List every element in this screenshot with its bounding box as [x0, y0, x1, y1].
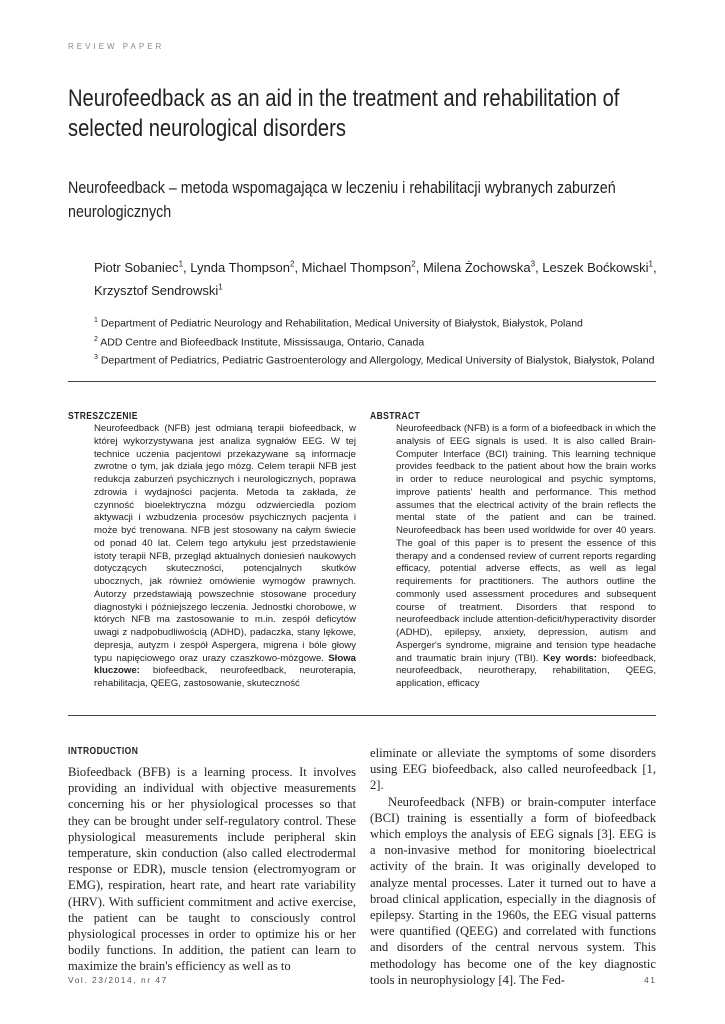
streszczenie-body: Neurofeedback (NFB) jest odmianą terapii biofeedback, w której wykorzystywana jest analiza sygnałów EEG. W tej technice uczenia pacjentowi przekazywane są informacje zwrotne o tym, jak działa jego mózg. Celem terapii NFB jest redukcja zaburzeń psychicznych i neurologicznych, poprawa zdrowia i wydajności pacjenta. Metoda ta zakłada, że czynność bioelektryczna mózgu odzwierciedla poziom aktywacji i wzbudzenia procesów psychicznych pacjenta i może być trenowana. NFB jest stosowany na całym świecie od ponad 40 lat. Celem tego artykułu jest przedstawienie istoty terapii NFB, przegląd aktualnych doniesień naukowych dotyczących skuteczności, potencjalnych skutków ubocznych, jak również omówienie wymogów prawnych. Autorzy przedstawiają powszechnie stosowane procedury diagnostyki i późniejszego leczenia. Jednostki chorobowe, w których NFB ma zastosowanie to m.in. zespół deficytów uwagi z nadpobudliwością (ADHD), padaczka, stany lękowe, depresja, autyzm i zespół Aspergera, migrena i bóle głowy typu napięciowego oraz urazy czaszkowo-mózgowe. Słowa kluczowe: biofeedback, neurofeedback, neuroterapia, rehabilitacja, QEEG, zastosowanie, skuteczność	[94, 423, 356, 689]
affiliation: $^3$ Department of Pediatrics, Pediatric Gastroenterology and Allergology, Medical University of Bialystok, Białystok, Poland	[94, 354, 655, 367]
keywords-en: biofeedback, neurofeedback, neurotherapy, rehabilitation, QEEG, application, efficacy	[396, 652, 657, 689]
author: Krzysztof Sendrowski$^1$	[94, 282, 223, 298]
intro-paragraph: Neurofeedback (NFB) or brain-computer interface (BCI) training is essentially a form of biofeedback which employs the analysis of EEG signals [3]. EEG is a non-invasive method for monitoring bioelectrical activity of the brain. It was originally developed to analyze mental processes. Later it turned out to have a broad clinical application, especially in the diagnosis of epilepsy. Starting in the 1960s, the EEG visual patterns were quantified (QEEG) and correlated with functions and disorders of the central nervous system. This methodology has become one of the key diagnostic tools in neurophysiology [4]. The Fed-	[370, 794, 656, 987]
abstract-heading: ABSTRACT	[370, 411, 421, 422]
author: Leszek Boćkowski$^1$,	[542, 260, 657, 276]
intro-paragraph: Biofeedback (BFB) is a learning process. It involves providing an individual with objective measurements concerning his or her physiological processes so that they can be brought under self-regulatory control. These physiological measurements include peripheral skin temperature, skin conduction (also called electrodermal response or EDR), muscle tension (electromyogram or EMG), respiration, heart rate, and heart rate variability (HRV). With sufficient commitment and active exercise, the patient can be taught to consciously control physiological processes in order to optimize his or her bodily functions. In addition, the patient can learn to maximize the brain's efficiency as well as to	[68, 765, 356, 974]
header-label: REVIEW PAPER	[68, 42, 165, 51]
author: Milena Żochowska$^3$,	[422, 260, 543, 276]
footer-page-number: 41	[644, 975, 657, 985]
article-title: Neurofeedback as an aid in the treatment and rehabilitation of selected neurological disorders	[68, 85, 620, 142]
divider-top	[68, 381, 656, 382]
abstract-body: Neurofeedback (NFB) is a form of a biofeedback in which the analysis of EEG signals is used. It is also called Brain-Computer Interface (BCI) training. This learning technique provides feedback to the patient about how the brain works in order to reduce neurological and psychic symptoms, improve patients' health and performance. This method assumes that the electrical activity of the brain reflects the mental state of the patient and can be trained. Neurofeedback has been used worldwide for over 40 years. The goal of this paper is to present the essence of this therapy and a condensed review of current reports regarding efficacy, potential adverse effects, as well as legal requirements for practitioners. The authors outline the commonly used assessment procedures and subsequent course of treatment. Disorders that respond to neurofeedback include attention-deficit/hyperactivity disorder (ADHD), epilepsy, anxiety, depression, autism and Asperger's syndrome, migraine and tension type headache and traumatic brain injury (TBI). Key words: biofeedback, neurofeedback, neurotherapy, rehabilitation, QEEG, application, efficacy	[396, 423, 657, 689]
article-subtitle: Neurofeedback – metoda wspomagająca w leczeniu i rehabilitacji wybranych zaburzeń neurologicznych	[68, 178, 616, 221]
intro-column-2	[370, 745, 656, 988]
author: Piotr Sobaniec$^1$,	[94, 260, 191, 276]
affiliation-list	[94, 313, 674, 369]
author: Michael Thompson$^2$,	[301, 260, 423, 276]
keywords-label-en: Key words:	[543, 652, 597, 664]
author-list	[94, 255, 674, 300]
affiliation: $^2$ ADD Centre and Biofeedback Institute, Mississauga, Ontario, Canada	[94, 335, 425, 348]
introduction-heading: INTRODUCTION	[68, 746, 139, 757]
intro-column-1	[68, 764, 356, 975]
keywords-pl: biofeedback, neurofeedback, neuroterapia, rehabilitacja, QEEG, zastosowanie, skuteczność	[94, 665, 356, 689]
intro-paragraph: eliminate or alleviate the symptoms of some disorders using EEG biofeedback, also called neurofeedback [1, 2].	[370, 746, 656, 793]
keywords-label-pl: Słowa kluczowe:	[94, 652, 356, 677]
author: Lynda Thompson$^2$,	[190, 260, 302, 276]
divider-bottom	[68, 715, 656, 716]
affiliation: $^1$ Department of Pediatric Neurology and Rehabilitation, Medical University of Białystok, Białystok, Poland	[94, 317, 583, 330]
footer-journal: Vol. 23/2014, nr 47	[68, 975, 168, 985]
streszczenie-heading: STRESZCZENIE	[68, 411, 138, 422]
